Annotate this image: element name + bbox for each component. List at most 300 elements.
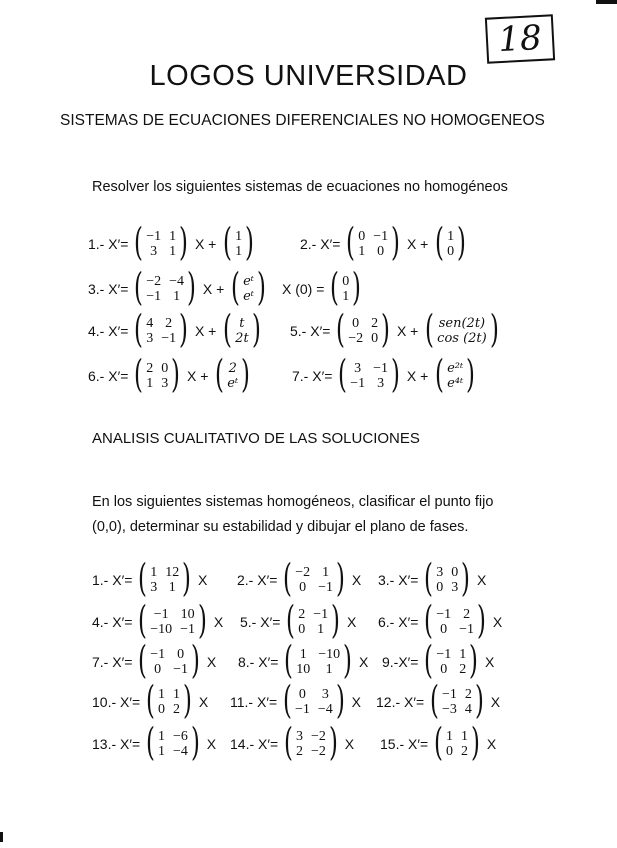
matrix-cell: 1 xyxy=(150,565,158,580)
coefficient-matrix-grid xyxy=(158,729,188,759)
left-paren: ( xyxy=(424,598,434,642)
matrix-cell: −2 xyxy=(348,331,364,346)
plus-term: X + xyxy=(194,236,217,252)
forcing-vector-grid xyxy=(342,274,349,304)
equation-label: 7.- X′= xyxy=(92,654,133,670)
matrix-cell: 2 xyxy=(298,607,306,622)
coefficient-matrix-grid xyxy=(436,565,458,595)
right-paren: ) xyxy=(470,720,480,764)
left-paren: ( xyxy=(336,307,346,351)
matrix-cell: 2 xyxy=(464,687,472,702)
right-paren: ) xyxy=(182,678,192,722)
coefficient-matrix-grid xyxy=(146,229,176,259)
coefficient-matrix xyxy=(131,352,183,396)
coefficient-matrix-grid xyxy=(350,361,388,391)
coefficient-matrix-grid xyxy=(150,607,195,637)
matrix-cell: 1 xyxy=(169,244,177,259)
matrix-cell: 0 xyxy=(161,361,169,376)
page-number: 18 xyxy=(497,17,543,61)
matrix-cell: 1 xyxy=(342,289,350,304)
coefficient-matrix-grid xyxy=(146,316,176,346)
coefficient-matrix-grid xyxy=(150,565,179,595)
right-paren: ) xyxy=(251,307,261,351)
matrix-cell: −1 xyxy=(373,361,389,376)
right-paren: ) xyxy=(343,638,352,682)
coefficient-matrix xyxy=(281,638,355,682)
forcing-vector-grid xyxy=(235,229,242,259)
matrix-cell: 2 xyxy=(463,607,471,622)
state-vector-symbol: X xyxy=(477,572,487,588)
matrix-cell: −1 xyxy=(173,662,189,677)
matrix-cell: 3 xyxy=(321,687,329,702)
forcing-vector-grid xyxy=(447,229,454,259)
right-paren: ) xyxy=(469,638,479,682)
matrix-cell: 1 xyxy=(235,244,243,259)
matrix-cell: −4 xyxy=(317,702,333,717)
forcing-vector-grid xyxy=(243,274,254,304)
matrix-cell: 3 xyxy=(377,376,385,391)
matrix-cell: −10 xyxy=(318,647,341,662)
state-vector-symbol: X xyxy=(492,614,503,630)
coefficient-matrix xyxy=(135,556,194,600)
matrix-cell: 1 xyxy=(445,729,453,744)
state-vector-symbol: X xyxy=(490,694,501,710)
plus-term: X + xyxy=(406,368,429,384)
coefficient-matrix-grid xyxy=(295,687,333,717)
coefficient-matrix-grid xyxy=(158,687,180,717)
left-paren: ( xyxy=(231,265,241,309)
forcing-vector xyxy=(422,307,501,351)
coefficient-matrix xyxy=(280,678,347,722)
forcing-vector xyxy=(327,265,364,309)
forcing-vector-grid xyxy=(447,361,463,391)
matrix-cell: −1 xyxy=(436,647,452,662)
left-paren: ( xyxy=(346,220,356,264)
right-paren: ) xyxy=(190,720,200,764)
matrix-cell: 0 xyxy=(440,662,448,677)
matrix-cell: 12 xyxy=(165,565,180,580)
matrix-cell: 3 xyxy=(150,244,158,259)
homogeneous-equation-3 xyxy=(378,556,489,600)
matrix-cell: 1 xyxy=(173,289,181,304)
homogeneous-equation-8 xyxy=(238,638,371,682)
matrix-cell: 10 xyxy=(180,607,195,622)
matrix-cell: −1 xyxy=(150,647,166,662)
equation-label: 3.- X′= xyxy=(378,572,419,588)
matrix-cell: 0 xyxy=(352,316,360,331)
coefficient-matrix xyxy=(131,220,191,264)
homogeneous-equation-9 xyxy=(382,638,497,682)
equation-4 xyxy=(282,265,365,309)
matrix-cell: 3 xyxy=(354,361,362,376)
right-paren: ) xyxy=(182,556,192,600)
part2-heading: ANALISIS CUALITATIVO DE LAS SOLUCIONES xyxy=(92,430,420,447)
state-vector-symbol: X xyxy=(198,694,209,710)
state-vector-symbol: X xyxy=(485,654,495,670)
matrix-cell: 1 xyxy=(168,580,176,595)
matrix-cell: −1 xyxy=(459,622,475,637)
state-vector-symbol: X xyxy=(344,736,355,752)
matrix-cell: 0 xyxy=(157,702,165,717)
matrix-cell: 2 xyxy=(228,361,237,376)
forcing-vector xyxy=(212,352,253,396)
part1-instruction: Resolver los siguientes sistemas de ecuaciones no homogéneos xyxy=(92,179,508,195)
matrix-cell: 3 xyxy=(295,729,303,744)
matrix-cell: −10 xyxy=(150,622,173,637)
state-vector-symbol: X xyxy=(213,614,224,630)
left-paren: ( xyxy=(283,556,293,600)
matrix-cell: 1 xyxy=(447,229,455,244)
left-paren: ( xyxy=(284,638,294,682)
matrix-cell: 1 xyxy=(322,565,330,580)
matrix-cell: eᵗ xyxy=(243,289,254,304)
left-paren: ( xyxy=(435,220,445,264)
left-paren: ( xyxy=(434,720,444,764)
matrix-cell: −2 xyxy=(310,729,326,744)
right-paren: ) xyxy=(197,598,207,642)
equation-label: 6.- X′= xyxy=(378,614,419,630)
left-paren: ( xyxy=(134,352,144,396)
matrix-cell: 0 xyxy=(177,647,185,662)
left-paren: ( xyxy=(138,598,148,642)
matrix-cell: 1 xyxy=(325,662,333,677)
matrix-cell: −1 xyxy=(318,580,334,595)
matrix-cell: 3 xyxy=(436,565,444,580)
matrix-cell: 2 xyxy=(165,316,173,331)
matrix-cell: −2 xyxy=(146,274,162,289)
coefficient-matrix xyxy=(143,678,195,722)
matrix-cell: 0 xyxy=(371,331,379,346)
matrix-cell: 2 xyxy=(459,662,467,677)
coefficient-matrix-grid xyxy=(358,229,388,259)
matrix-cell: e⁴ᵗ xyxy=(447,376,464,391)
matrix-cell: −1 xyxy=(161,331,177,346)
forcing-vector-grid xyxy=(227,361,238,391)
right-paren: ) xyxy=(186,265,196,309)
equation-label: 5.- X′= xyxy=(240,614,281,630)
coefficient-matrix xyxy=(281,720,341,764)
right-paren: ) xyxy=(331,598,340,642)
right-paren: ) xyxy=(241,352,251,396)
right-paren: ) xyxy=(179,307,188,351)
forcing-vector xyxy=(432,352,478,396)
coefficient-matrix xyxy=(421,638,481,682)
matrix-cell: 0 xyxy=(298,687,306,702)
matrix-cell: 0 xyxy=(451,565,459,580)
matrix-cell: 0 xyxy=(445,744,453,759)
right-paren: ) xyxy=(352,265,362,309)
coefficient-matrix-grid xyxy=(348,316,378,346)
matrix-cell: 1 xyxy=(169,229,177,244)
coefficient-matrix xyxy=(421,598,488,642)
coefficient-matrix-grid xyxy=(446,729,468,759)
left-paren: ( xyxy=(424,556,434,600)
left-paren: ( xyxy=(146,678,156,722)
coefficient-matrix xyxy=(431,720,483,764)
part2-instruction-line2: (0,0), determinar su estabilidad y dibujar el plano de fases. xyxy=(92,519,469,535)
matrix-cell: −1 xyxy=(313,607,329,622)
edge-mark xyxy=(0,832,3,842)
forcing-vector-grid xyxy=(437,316,487,346)
equation-label: 4.- X′= xyxy=(92,614,133,630)
plus-term: X + xyxy=(194,323,217,339)
coefficient-matrix-grid xyxy=(146,361,168,391)
equation-label: 6.- X′= xyxy=(88,368,129,384)
corner-mark xyxy=(596,0,617,4)
left-paren: ( xyxy=(134,265,144,309)
equation-label: 7.- X′= xyxy=(292,368,333,384)
equation-label: 3.- X′= xyxy=(88,281,129,297)
matrix-cell: 2 xyxy=(146,361,154,376)
coefficient-matrix xyxy=(283,598,343,642)
coefficient-matrix xyxy=(335,352,402,396)
matrix-cell: 0 xyxy=(440,622,448,637)
matrix-cell: sen(2t) xyxy=(438,316,486,331)
matrix-cell: 1 xyxy=(172,687,180,702)
matrix-cell: 3 xyxy=(150,580,158,595)
right-paren: ) xyxy=(179,220,188,264)
right-paren: ) xyxy=(190,638,200,682)
left-paren: ( xyxy=(435,352,445,396)
state-vector-symbol: X xyxy=(198,572,208,588)
state-vector-symbol: X xyxy=(358,654,369,670)
equation-label: 4.- X′= xyxy=(88,323,129,339)
equation-label: 13.- X′= xyxy=(92,736,141,752)
matrix-cell: −1 xyxy=(436,607,452,622)
matrix-cell: 3 xyxy=(161,376,169,391)
matrix-cell: 1 xyxy=(460,729,468,744)
plus-term: X + xyxy=(202,281,225,297)
equation-label: 12.- X′= xyxy=(376,694,425,710)
coefficient-matrix-grid xyxy=(436,647,466,677)
equation-label: 1.- X′= xyxy=(92,572,133,588)
equation-label: 2.- X′= xyxy=(237,572,278,588)
right-paren: ) xyxy=(335,678,345,722)
homogeneous-equation-2 xyxy=(237,556,364,600)
matrix-cell: −4 xyxy=(169,274,185,289)
matrix-cell: 2 xyxy=(460,744,468,759)
coefficient-matrix xyxy=(280,556,347,600)
matrix-cell: 0 xyxy=(358,229,366,244)
equation-label: 8.- X′= xyxy=(238,654,279,670)
matrix-cell: −6 xyxy=(172,729,188,744)
left-paren: ( xyxy=(425,307,435,351)
matrix-cell: t xyxy=(239,316,245,331)
homogeneous-equation-12 xyxy=(376,678,503,722)
coefficient-matrix-grid xyxy=(296,729,326,759)
matrix-cell: 4 xyxy=(146,316,154,331)
plus-term: X + xyxy=(396,323,419,339)
matrix-cell: eᵗ xyxy=(227,376,239,391)
coefficient-matrix xyxy=(143,720,203,764)
homogeneous-equation-1 xyxy=(92,556,210,600)
matrix-cell: −1 xyxy=(350,376,366,391)
forcing-vector-grid xyxy=(235,316,249,346)
homogeneous-equation-7 xyxy=(92,638,219,682)
forcing-vector xyxy=(228,265,269,309)
coefficient-matrix xyxy=(343,220,403,264)
plus-term: X + xyxy=(187,368,209,384)
equation-8 xyxy=(292,352,479,396)
right-paren: ) xyxy=(391,220,400,264)
left-paren: ( xyxy=(330,265,340,309)
equation-5 xyxy=(88,307,265,351)
matrix-cell: 10 xyxy=(296,662,311,677)
state-vector-symbol: X xyxy=(486,736,497,752)
matrix-cell: −4 xyxy=(172,744,188,759)
right-paren: ) xyxy=(390,352,400,396)
matrix-cell: 2 xyxy=(172,702,180,717)
right-paren: ) xyxy=(474,678,484,722)
equation-label: 1.- X′= xyxy=(88,236,129,252)
matrix-cell: −2 xyxy=(310,744,326,759)
coefficient-matrix-grid xyxy=(442,687,472,717)
equation-1 xyxy=(88,220,258,264)
right-paren: ) xyxy=(381,307,390,351)
left-paren: ( xyxy=(146,720,156,764)
coefficient-matrix-grid xyxy=(146,274,184,304)
matrix-cell: −1 xyxy=(146,289,162,304)
right-paren: ) xyxy=(256,265,266,309)
matrix-cell: 4 xyxy=(464,702,472,717)
left-paren: ( xyxy=(223,220,233,264)
homogeneous-equation-5 xyxy=(240,598,359,642)
homogeneous-equation-13 xyxy=(92,720,219,764)
equation-6 xyxy=(290,307,503,351)
equation-3 xyxy=(88,265,270,309)
matrix-cell: −3 xyxy=(441,702,457,717)
matrix-cell: 0 xyxy=(342,274,350,289)
matrix-cell: −1 xyxy=(180,622,196,637)
matrix-cell: 2 xyxy=(371,316,379,331)
coefficient-matrix-grid xyxy=(298,607,328,637)
state-vector-symbol: X xyxy=(346,614,357,630)
matrix-cell: eᵗ xyxy=(243,274,254,289)
matrix-cell: −1 xyxy=(146,229,162,244)
matrix-cell: 1 xyxy=(358,244,366,259)
matrix-cell: 1 xyxy=(459,647,467,662)
equation-label: 14.- X′= xyxy=(230,736,279,752)
state-vector-symbol: X xyxy=(351,694,361,710)
plus-term: X + xyxy=(406,236,429,252)
matrix-cell: 1 xyxy=(157,687,165,702)
coefficient-matrix xyxy=(421,556,473,600)
equation-label: 15.- X′= xyxy=(380,736,429,752)
left-paren: ( xyxy=(286,598,296,642)
right-paren: ) xyxy=(466,352,476,396)
matrix-cell: 0 xyxy=(436,580,444,595)
homogeneous-equation-15 xyxy=(380,720,499,764)
page-subtitle: SISTEMAS DE ECUACIONES DIFERENCIALES NO HOMOGENEOS xyxy=(60,112,545,129)
coefficient-matrix xyxy=(333,307,393,351)
left-paren: ( xyxy=(223,307,233,351)
homogeneous-equation-11 xyxy=(230,678,364,722)
equation-2 xyxy=(300,220,470,264)
left-paren: ( xyxy=(134,307,144,351)
right-paren: ) xyxy=(335,556,345,600)
matrix-cell: 3 xyxy=(146,331,154,346)
matrix-cell: 0 xyxy=(154,662,162,677)
left-paren: ( xyxy=(134,220,144,264)
matrix-cell: 3 xyxy=(451,580,459,595)
matrix-cell: 1 xyxy=(299,647,307,662)
equation-label: 9.-X′= xyxy=(382,654,419,670)
page-number-box xyxy=(485,14,555,63)
left-paren: ( xyxy=(283,678,292,722)
equation-label: X (0) = xyxy=(282,281,325,297)
matrix-cell: 1 xyxy=(146,376,154,391)
coefficient-matrix xyxy=(427,678,487,722)
matrix-cell: cos (2t) xyxy=(437,331,487,346)
homogeneous-equation-14 xyxy=(230,720,357,764)
left-paren: ( xyxy=(424,638,434,682)
left-paren: ( xyxy=(338,352,348,396)
coefficient-matrix xyxy=(131,307,191,351)
right-paren: ) xyxy=(171,352,181,396)
matrix-cell: e²ᵗ xyxy=(447,361,464,376)
left-paren: ( xyxy=(430,678,440,722)
equation-label: 11.- X′= xyxy=(230,694,278,710)
equation-label: 10.- X′= xyxy=(92,694,141,710)
matrix-cell: −1 xyxy=(294,702,310,717)
equation-label: 5.- X′= xyxy=(290,323,331,339)
equation-label: 2.- X′= xyxy=(300,236,341,252)
matrix-cell: 1 xyxy=(157,744,165,759)
coefficient-matrix-grid xyxy=(295,565,333,595)
left-paren: ( xyxy=(138,556,148,600)
forcing-vector xyxy=(220,307,263,351)
part2-instruction-line1: En los siguientes sistemas homogéneos, clasificar el punto fijo xyxy=(92,494,494,510)
matrix-cell: 0 xyxy=(299,580,307,595)
state-vector-symbol: X xyxy=(351,572,362,588)
equation-7 xyxy=(88,352,254,396)
matrix-cell: 0 xyxy=(447,244,455,259)
matrix-cell: 1 xyxy=(235,229,243,244)
left-paren: ( xyxy=(284,720,294,764)
right-paren: ) xyxy=(489,307,499,351)
left-paren: ( xyxy=(215,352,225,396)
forcing-vector xyxy=(220,220,257,264)
coefficient-matrix-grid xyxy=(436,607,474,637)
coefficient-matrix xyxy=(135,638,202,682)
right-paren: ) xyxy=(245,220,255,264)
right-paren: ) xyxy=(328,720,338,764)
page-title: LOGOS UNIVERSIDAD xyxy=(149,60,468,92)
matrix-cell: −1 xyxy=(373,229,389,244)
matrix-cell: −2 xyxy=(295,565,311,580)
right-paren: ) xyxy=(461,556,471,600)
right-paren: ) xyxy=(457,220,467,264)
homogeneous-equation-10 xyxy=(92,678,211,722)
matrix-cell: 1 xyxy=(317,622,325,637)
matrix-cell: −1 xyxy=(153,607,169,622)
right-paren: ) xyxy=(476,598,486,642)
left-paren: ( xyxy=(138,638,148,682)
matrix-cell: 1 xyxy=(157,729,165,744)
coefficient-matrix-grid xyxy=(296,647,340,677)
matrix-cell: −1 xyxy=(441,687,457,702)
matrix-cell: 0 xyxy=(377,244,385,259)
homogeneous-equation-4 xyxy=(92,598,226,642)
matrix-cell: 0 xyxy=(298,622,306,637)
state-vector-symbol: X xyxy=(206,654,217,670)
coefficient-matrix xyxy=(135,598,209,642)
matrix-cell: 2t xyxy=(235,331,249,346)
state-vector-symbol: X xyxy=(206,736,217,752)
coefficient-matrix-grid xyxy=(150,647,188,677)
forcing-vector xyxy=(432,220,469,264)
coefficient-matrix xyxy=(131,265,198,309)
